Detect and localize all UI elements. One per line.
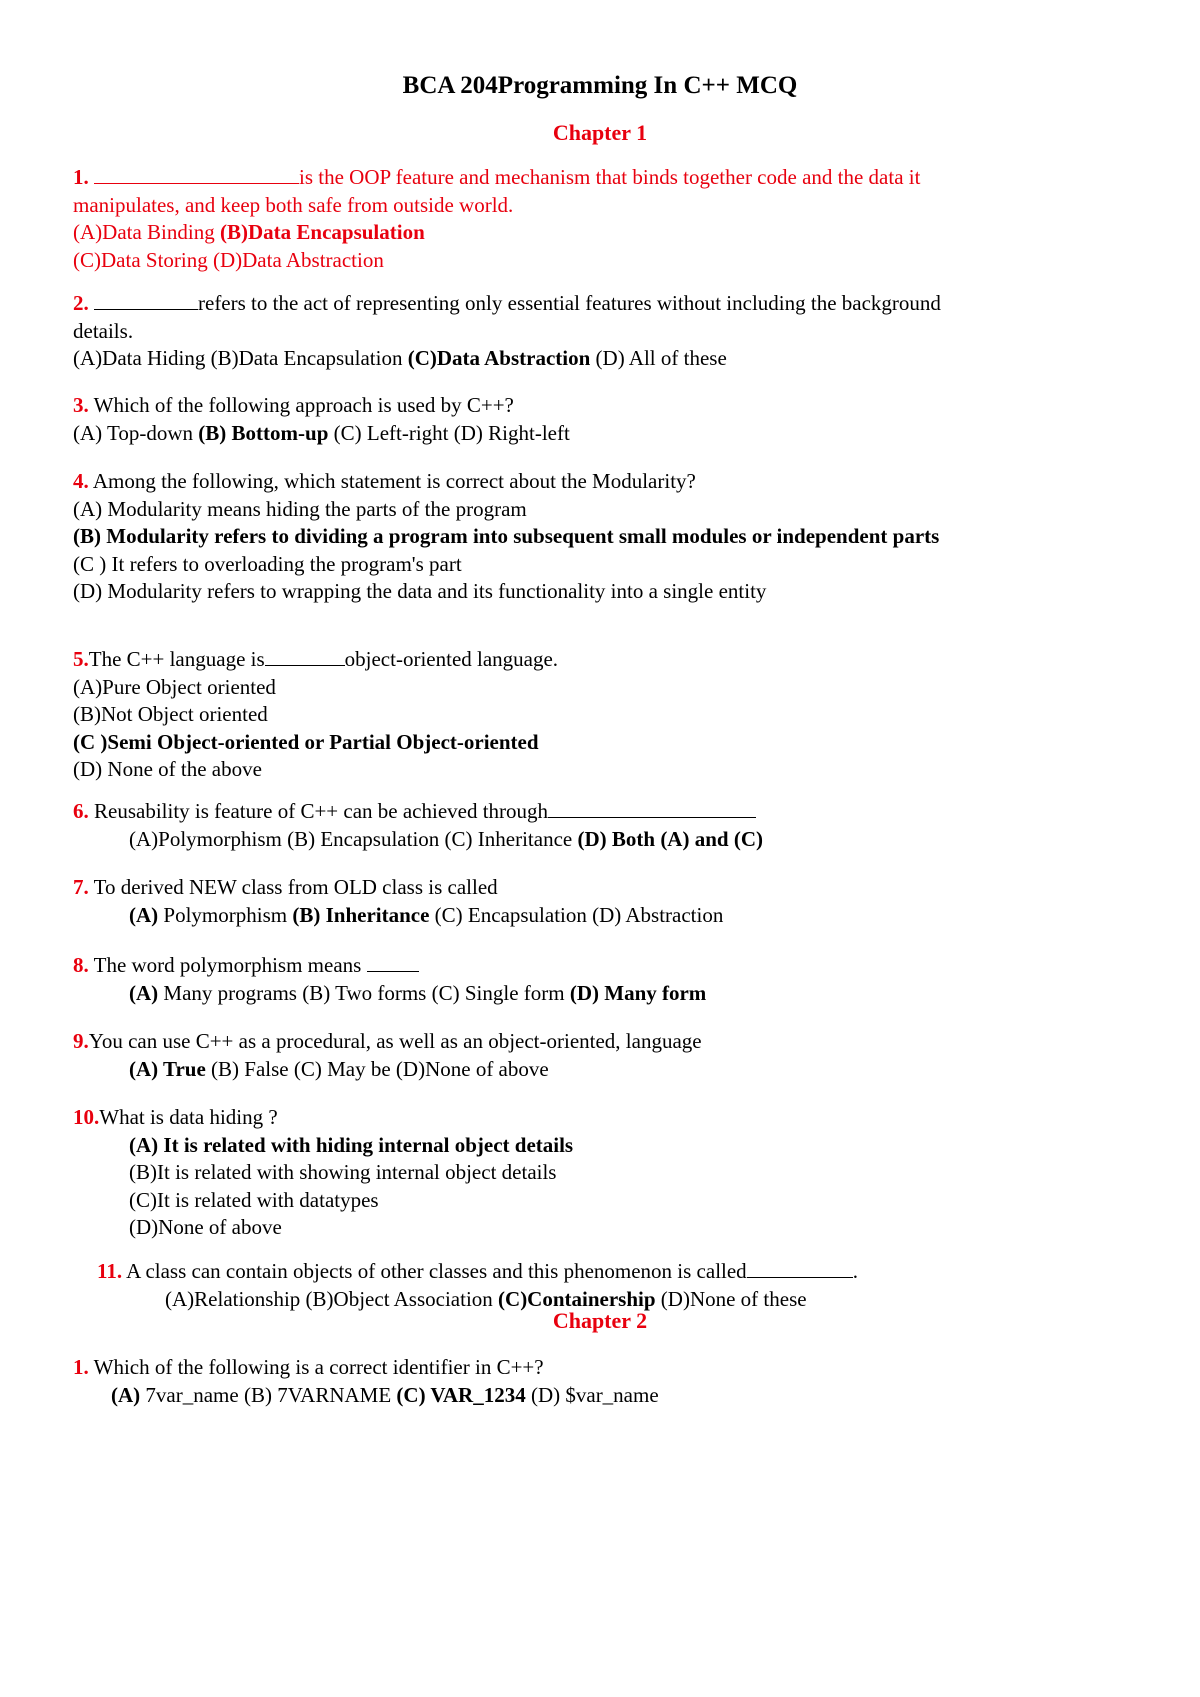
question-3: [73, 392, 1133, 447]
answer-blank: [265, 647, 345, 666]
option-a: (A) Modularity means hiding the parts of the program: [73, 496, 527, 521]
question-2: [73, 290, 1133, 373]
option-d: (D) Modularity refers to wrapping the data and its functionality into a single entity: [73, 579, 767, 603]
question-text: The C++ language is: [88, 647, 265, 671]
question-6: [73, 798, 1133, 853]
option-c-correct: (C) VAR_1234: [396, 1382, 526, 1407]
option-b-correct: (B) Modularity refers to dividing a program into subsequent small modules or independent parts: [73, 524, 940, 548]
question-text: object-oriented language.: [344, 647, 559, 671]
option-b-correct: (B) Inheritance: [292, 902, 430, 927]
options-a-b: 7var_name (B) 7VARNAME: [140, 1382, 397, 1407]
question-number: 1.: [73, 1355, 89, 1379]
option-c: (C)Data Storing: [73, 247, 213, 272]
option-b-correct: (B)Data Encapsulation: [219, 220, 425, 244]
question-number: 9.: [73, 1029, 89, 1053]
options-c-d: (C) Encapsulation (D) Abstraction: [429, 902, 724, 927]
question-number: 4.: [73, 469, 89, 493]
answer-blank: [367, 953, 419, 972]
answer-blank: [548, 799, 756, 818]
option-b-correct: (B) Bottom-up: [198, 420, 329, 445]
option-d: (D) All of these: [590, 346, 727, 370]
option-c-correct: (C)Data Abstraction: [407, 346, 591, 370]
option-a-correct: (A) It is related with hiding internal object details: [129, 1132, 574, 1157]
question-11: [97, 1258, 1157, 1313]
options-a-b-c: Many programs (B) Two forms (C) Single form: [158, 980, 570, 1005]
options-a-b: (A)Relationship (B)Object Association: [165, 1286, 499, 1311]
option-a-correct: (A) True: [129, 1056, 206, 1081]
question-text: Which of the following approach is used by C++?: [88, 393, 514, 417]
question-text: The word polymorphism means: [88, 953, 367, 977]
option-d: (D)Data Abstraction: [212, 247, 384, 272]
question-text: You can use C++ as a procedural, as well as an object-oriented, language: [88, 1029, 702, 1053]
question-number: 5.: [73, 647, 89, 671]
options-a-b: (A)Data Hiding (B)Data Encapsulation: [73, 346, 408, 370]
question-number: 1.: [73, 165, 89, 189]
option-a-label: (A): [111, 1382, 141, 1407]
question-number: 10.: [73, 1105, 100, 1129]
chapter-2-question-1: [73, 1354, 1133, 1409]
option-b: (B)It is related with showing internal object details: [129, 1160, 557, 1184]
option-d-correct: (D) Many form: [569, 980, 707, 1005]
option-d: (D) None of the above: [73, 757, 262, 781]
question-number: 11.: [97, 1259, 123, 1283]
option-a: (A)Data Binding: [73, 220, 220, 244]
question-number: 6.: [73, 799, 89, 823]
question-text: Which of the following is a correct identifier in C++?: [88, 1355, 544, 1379]
question-text: To derived NEW class from OLD class is called: [88, 875, 498, 899]
answer-blank: [94, 291, 198, 310]
option-d-correct: (D) Both (A) and (C): [577, 826, 763, 851]
options-c-d: (C) Left-right (D) Right-left: [328, 420, 570, 445]
question-end: .: [852, 1259, 858, 1283]
question-text: Among the following, which statement is correct about the Modularity?: [88, 469, 696, 493]
options-b-c-d: (B) False (C) May be (D)None of above: [205, 1056, 549, 1081]
question-8: [73, 952, 1133, 1007]
question-text: A class can contain objects of other classes and this phenomenon is called: [122, 1259, 747, 1283]
answer-blank: [94, 165, 299, 184]
question-text: Reusability is feature of C++ can be achieved through: [88, 799, 549, 823]
option-d: (D) $var_name: [525, 1382, 659, 1407]
question-text: details.: [73, 318, 134, 343]
options-a-b-c: (A)Polymorphism (B) Encapsulation (C) Inheritance: [129, 826, 578, 851]
question-text: manipulates, and keep both safe from outside world.: [73, 192, 514, 217]
question-number: 3.: [73, 393, 89, 417]
option-c-correct: (C )Semi Object-oriented or Partial Object-oriented: [73, 729, 539, 754]
option-a-label: (A): [129, 980, 159, 1005]
option-a: (A)Pure Object oriented: [73, 674, 276, 699]
page-title: BCA 204Programming In C++ MCQ: [402, 72, 798, 99]
question-1: [73, 164, 1133, 274]
option-c: (C ) It refers to overloading the program's part: [73, 551, 462, 576]
option-d: (D)None of these: [655, 1286, 807, 1311]
option-c-correct: (C)Containership: [498, 1286, 656, 1311]
question-text: What is data hiding ?: [99, 1105, 278, 1129]
option-a-label: (A): [129, 902, 159, 927]
question-7: [73, 874, 1133, 929]
question-10: [73, 1104, 1133, 1242]
question-text: refers to the act of representing only essential features without including the background: [198, 291, 941, 315]
option-c: (C)It is related with datatypes: [129, 1187, 379, 1212]
option-a: Polymorphism: [158, 902, 293, 927]
question-number: 2.: [73, 291, 89, 315]
chapter-2-heading: Chapter 2: [552, 1308, 648, 1333]
question-9: [73, 1028, 1133, 1083]
answer-blank: [747, 1259, 853, 1278]
question-number: 8.: [73, 953, 89, 977]
question-5: [73, 646, 1133, 784]
chapter-1-heading: Chapter 1: [552, 120, 648, 145]
question-number: 7.: [73, 875, 89, 899]
option-b: (B)Not Object oriented: [73, 702, 268, 726]
option-a: (A) Top-down: [73, 420, 199, 445]
question-text: is the OOP feature and mechanism that binds together code and the data it: [299, 165, 921, 189]
option-d: (D)None of above: [129, 1215, 282, 1239]
question-4: [73, 468, 1133, 606]
